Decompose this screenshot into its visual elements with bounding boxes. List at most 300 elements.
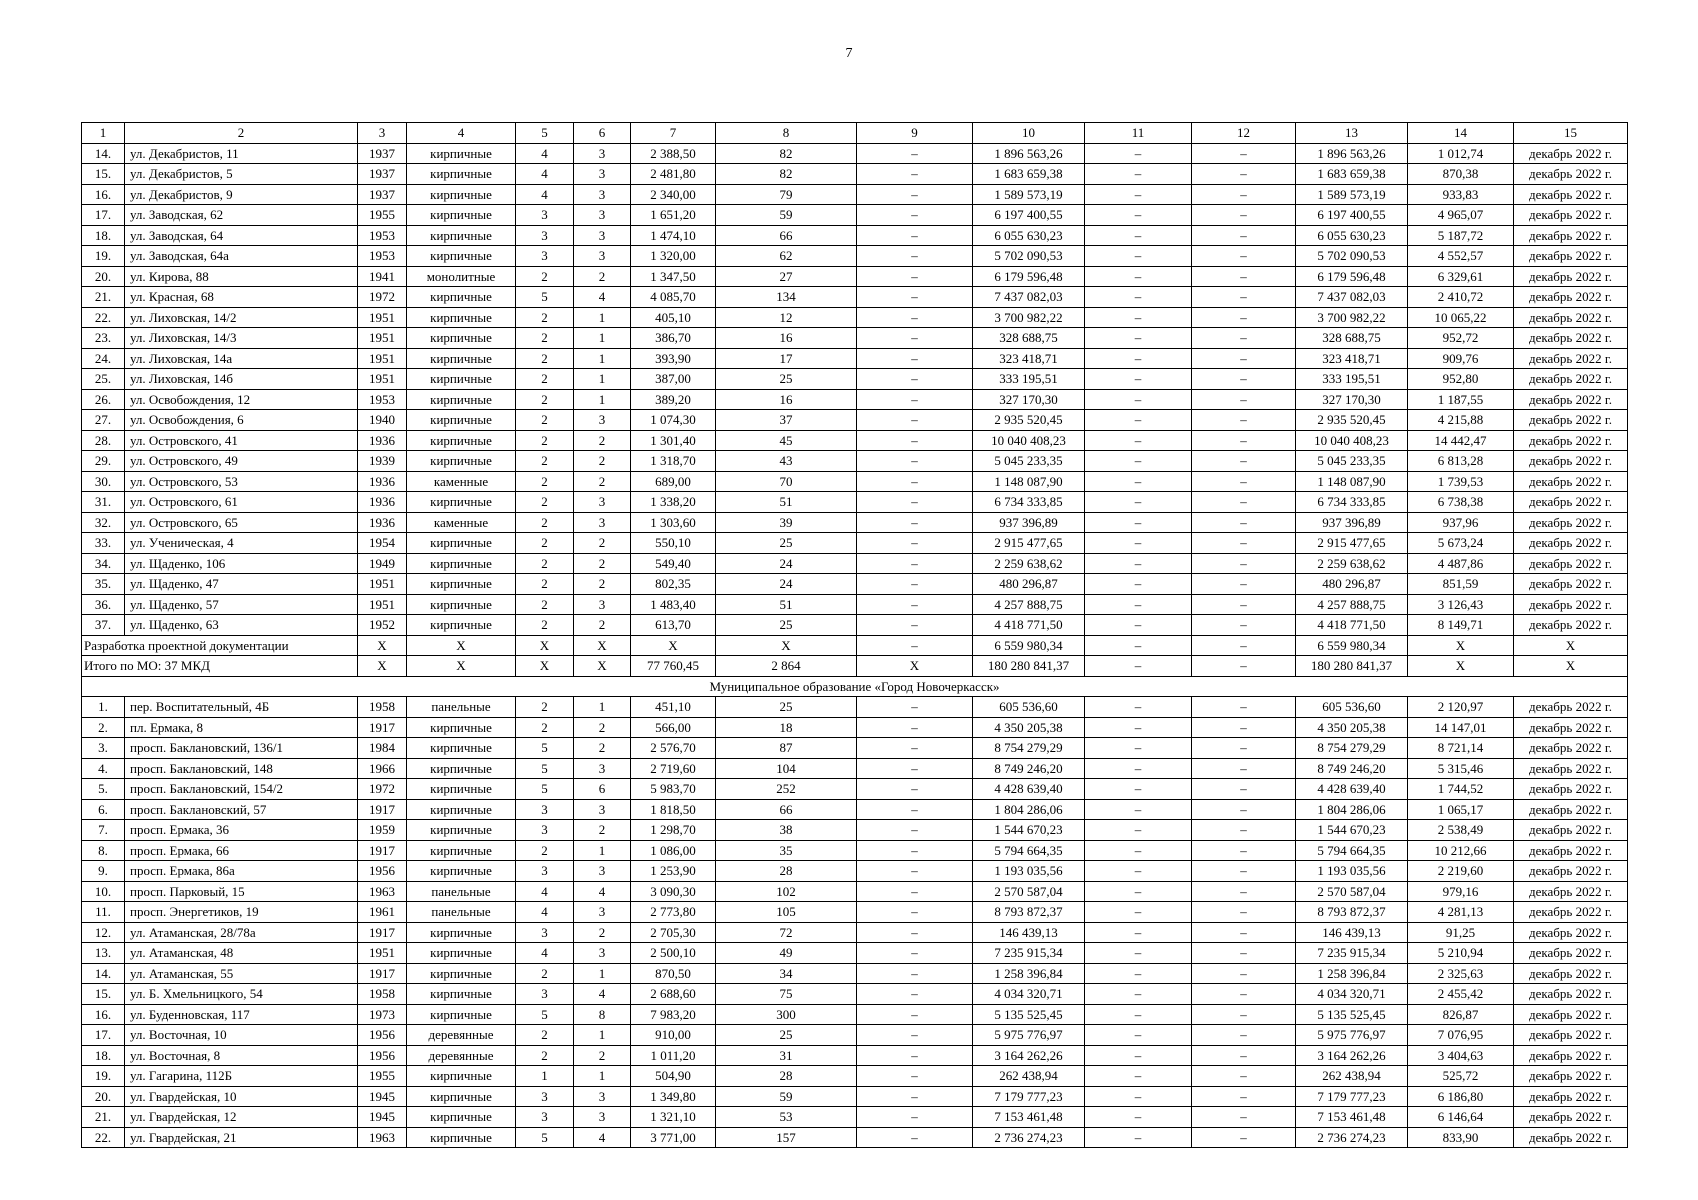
table-cell: – xyxy=(1085,922,1192,943)
table-cell: 87 xyxy=(716,738,857,759)
table-cell: 3 xyxy=(574,205,631,226)
table-row xyxy=(82,1004,1628,1025)
table-cell: 323 418,71 xyxy=(1296,348,1408,369)
table-cell: 1 xyxy=(574,1066,631,1087)
table-cell: – xyxy=(1192,943,1296,964)
table-cell: 3 xyxy=(516,922,574,943)
table-cell: 3 xyxy=(574,410,631,431)
row-number-cell: 1. xyxy=(82,697,125,718)
table-cell: 2 xyxy=(574,738,631,759)
table-row xyxy=(82,287,1628,308)
table-cell: 2 xyxy=(516,492,574,513)
table-cell: 2 736 274,23 xyxy=(1296,1127,1408,1148)
table-cell: декабрь 2022 г. xyxy=(1514,922,1628,943)
table-cell: – xyxy=(857,369,973,390)
table-cell: 1917 xyxy=(358,799,407,820)
table-cell: декабрь 2022 г. xyxy=(1514,184,1628,205)
column-number-cell: 5 xyxy=(516,123,574,144)
table-row xyxy=(82,225,1628,246)
table-cell: – xyxy=(1192,184,1296,205)
table-cell: 1 474,10 xyxy=(631,225,716,246)
table-cell: 1917 xyxy=(358,922,407,943)
table-cell: декабрь 2022 г. xyxy=(1514,615,1628,636)
table-cell: 12 xyxy=(716,307,857,328)
row-number-cell: 34. xyxy=(82,553,125,574)
table-cell: 6 559 980,34 xyxy=(973,635,1085,656)
table-cell: 5 702 090,53 xyxy=(1296,246,1408,267)
table-cell: 4 552,57 xyxy=(1408,246,1514,267)
table-cell: 1 318,70 xyxy=(631,451,716,472)
table-cell: декабрь 2022 г. xyxy=(1514,533,1628,554)
table-cell: 1 739,53 xyxy=(1408,471,1514,492)
table-row xyxy=(82,164,1628,185)
page-number: 7 xyxy=(845,46,853,61)
table-row xyxy=(82,1045,1628,1066)
table-cell: – xyxy=(857,451,973,472)
row-number-cell: 35. xyxy=(82,574,125,595)
table-cell: 3 xyxy=(574,164,631,185)
table-cell: 1953 xyxy=(358,246,407,267)
table-cell: 2 xyxy=(574,922,631,943)
table-cell: – xyxy=(1192,492,1296,513)
table-cell: кирпичные xyxy=(407,328,516,349)
table-row xyxy=(82,779,1628,800)
table-cell: 8 xyxy=(574,1004,631,1025)
table-row xyxy=(82,1066,1628,1087)
table-cell: – xyxy=(857,922,973,943)
table-cell: – xyxy=(1192,697,1296,718)
table-cell: 49 xyxy=(716,943,857,964)
table-cell: кирпичные xyxy=(407,430,516,451)
row-number-cell: 31. xyxy=(82,492,125,513)
table-cell: 25 xyxy=(716,369,857,390)
table-cell: 8 149,71 xyxy=(1408,615,1514,636)
table-cell: декабрь 2022 г. xyxy=(1514,697,1628,718)
table-cell: 3 xyxy=(574,799,631,820)
address-cell: ул. Заводская, 64а xyxy=(125,246,358,267)
table-cell: – xyxy=(1085,594,1192,615)
table-cell: 3 xyxy=(574,1107,631,1128)
table-cell: 4 034 320,71 xyxy=(973,984,1085,1005)
table-cell: 1941 xyxy=(358,266,407,287)
table-cell: 1955 xyxy=(358,1066,407,1087)
table-cell: 480 296,87 xyxy=(1296,574,1408,595)
table-cell: – xyxy=(857,963,973,984)
table-cell: – xyxy=(857,902,973,923)
table-cell: кирпичные xyxy=(407,758,516,779)
table-cell: – xyxy=(1085,799,1192,820)
table-cell: – xyxy=(857,1086,973,1107)
table-cell: 504,90 xyxy=(631,1066,716,1087)
table-cell: – xyxy=(1192,1086,1296,1107)
design-docs-row xyxy=(82,635,1628,656)
table-cell: кирпичные xyxy=(407,1066,516,1087)
table-cell: 1 xyxy=(574,389,631,410)
row-number-cell: 22. xyxy=(82,1127,125,1148)
table-cell: 1951 xyxy=(358,369,407,390)
table-cell: 1972 xyxy=(358,779,407,800)
table-row xyxy=(82,799,1628,820)
table-cell: 6 559 980,34 xyxy=(1296,635,1408,656)
table-cell: – xyxy=(1192,779,1296,800)
table-cell: 1 544 670,23 xyxy=(1296,820,1408,841)
table-cell: – xyxy=(857,861,973,882)
table-cell: 10 040 408,23 xyxy=(1296,430,1408,451)
table-cell: 3 xyxy=(574,943,631,964)
table-cell: 2 xyxy=(516,840,574,861)
table-cell: 72 xyxy=(716,922,857,943)
table-cell: 6 146,64 xyxy=(1408,1107,1514,1128)
table-cell: – xyxy=(857,1107,973,1128)
table-cell: 25 xyxy=(716,1025,857,1046)
table-cell: 5 xyxy=(516,1004,574,1025)
table-cell: – xyxy=(1192,389,1296,410)
address-cell: ул. Восточная, 10 xyxy=(125,1025,358,1046)
table-cell: 933,83 xyxy=(1408,184,1514,205)
table-cell: 6 813,28 xyxy=(1408,451,1514,472)
table-cell: декабрь 2022 г. xyxy=(1514,205,1628,226)
table-cell: декабрь 2022 г. xyxy=(1514,574,1628,595)
table-cell: 8 754 279,29 xyxy=(1296,738,1408,759)
table-row xyxy=(82,307,1628,328)
table-row xyxy=(82,389,1628,410)
table-cell: – xyxy=(1085,574,1192,595)
table-cell: 2 259 638,62 xyxy=(973,553,1085,574)
table-cell: 1963 xyxy=(358,881,407,902)
table-cell: 2 xyxy=(574,553,631,574)
table-row xyxy=(82,861,1628,882)
table-cell: 252 xyxy=(716,779,857,800)
table-cell: – xyxy=(857,553,973,574)
table-cell: 6 179 596,48 xyxy=(1296,266,1408,287)
table-cell: 605 536,60 xyxy=(1296,697,1408,718)
address-cell: ул. Освобождения, 12 xyxy=(125,389,358,410)
table-row xyxy=(82,512,1628,533)
table-cell: 2 xyxy=(516,963,574,984)
table-cell: 3 xyxy=(516,1086,574,1107)
table-cell: 18 xyxy=(716,717,857,738)
row-number-cell: 13. xyxy=(82,943,125,964)
table-cell: 1 258 396,84 xyxy=(1296,963,1408,984)
table-cell: кирпичные xyxy=(407,984,516,1005)
table-cell: 2 xyxy=(516,328,574,349)
table-cell: 70 xyxy=(716,471,857,492)
table-cell: 1 065,17 xyxy=(1408,799,1514,820)
table-cell: 62 xyxy=(716,246,857,267)
table-cell: 2 219,60 xyxy=(1408,861,1514,882)
table-cell: 3 xyxy=(574,1086,631,1107)
table-cell: – xyxy=(1192,533,1296,554)
table-cell: деревянные xyxy=(407,1025,516,1046)
table-cell: декабрь 2022 г. xyxy=(1514,369,1628,390)
address-cell: ул. Красная, 68 xyxy=(125,287,358,308)
table-row xyxy=(82,410,1628,431)
row-number-cell: 33. xyxy=(82,533,125,554)
table-cell: 5 315,46 xyxy=(1408,758,1514,779)
table-cell: 6 734 333,85 xyxy=(973,492,1085,513)
table-cell: деревянные xyxy=(407,1045,516,1066)
table-cell: – xyxy=(1192,143,1296,164)
table-cell: декабрь 2022 г. xyxy=(1514,266,1628,287)
table-cell: 1936 xyxy=(358,492,407,513)
row-number-cell: 18. xyxy=(82,1045,125,1066)
table-cell: 327 170,30 xyxy=(1296,389,1408,410)
table-cell: 16 xyxy=(716,328,857,349)
table-cell: 3 xyxy=(516,820,574,841)
table-cell: – xyxy=(1192,902,1296,923)
table-cell: 4 428 639,40 xyxy=(973,779,1085,800)
table-cell: декабрь 2022 г. xyxy=(1514,246,1628,267)
table-cell: X xyxy=(358,635,407,656)
column-number-cell: 13 xyxy=(1296,123,1408,144)
table-cell: 3 xyxy=(574,861,631,882)
table-cell: кирпичные xyxy=(407,1086,516,1107)
table-cell: 1 xyxy=(574,1025,631,1046)
table-cell: 2 576,70 xyxy=(631,738,716,759)
row-number-cell: 10. xyxy=(82,881,125,902)
row-number-cell: 28. xyxy=(82,430,125,451)
table-cell: 2 xyxy=(574,533,631,554)
table-cell: 3 xyxy=(574,143,631,164)
table-row xyxy=(82,1127,1628,1148)
table-cell: декабрь 2022 г. xyxy=(1514,758,1628,779)
table-cell: – xyxy=(1085,779,1192,800)
table-cell: – xyxy=(1192,225,1296,246)
table-cell: 5 794 664,35 xyxy=(973,840,1085,861)
table-cell: – xyxy=(1085,1045,1192,1066)
table-cell: X xyxy=(574,656,631,677)
table-cell: 1956 xyxy=(358,1045,407,1066)
table-cell: 3 164 262,26 xyxy=(973,1045,1085,1066)
table-cell: – xyxy=(857,697,973,718)
table-cell: декабрь 2022 г. xyxy=(1514,1066,1628,1087)
table-cell: X xyxy=(516,656,574,677)
table-cell: – xyxy=(1192,205,1296,226)
table-cell: 24 xyxy=(716,553,857,574)
table-cell: 5 xyxy=(516,1127,574,1148)
table-cell: 1 xyxy=(516,1066,574,1087)
table-cell: 833,90 xyxy=(1408,1127,1514,1148)
table-cell: 6 179 596,48 xyxy=(973,266,1085,287)
table-cell: 3 164 262,26 xyxy=(1296,1045,1408,1066)
address-cell: ул. Гагарина, 112Б xyxy=(125,1066,358,1087)
table-cell: 1 xyxy=(574,348,631,369)
table-cell: 6 329,61 xyxy=(1408,266,1514,287)
table-cell: 1 683 659,38 xyxy=(1296,164,1408,185)
table-cell: – xyxy=(857,266,973,287)
table-cell: – xyxy=(1085,1066,1192,1087)
table-cell: 31 xyxy=(716,1045,857,1066)
table-cell: 7 153 461,48 xyxy=(973,1107,1085,1128)
table-cell: 549,40 xyxy=(631,553,716,574)
row-number-cell: 15. xyxy=(82,984,125,1005)
table-cell: – xyxy=(857,574,973,595)
table-cell: 5 045 233,35 xyxy=(973,451,1085,472)
table-cell: – xyxy=(1085,902,1192,923)
column-number-cell: 10 xyxy=(973,123,1085,144)
table-cell: кирпичные xyxy=(407,799,516,820)
table-cell: – xyxy=(857,635,973,656)
table-cell: кирпичные xyxy=(407,574,516,595)
table-cell: 689,00 xyxy=(631,471,716,492)
table-cell: 7 179 777,23 xyxy=(1296,1086,1408,1107)
table-row xyxy=(82,471,1628,492)
table-cell: 1939 xyxy=(358,451,407,472)
table-cell: – xyxy=(1085,635,1192,656)
table-cell: 2 410,72 xyxy=(1408,287,1514,308)
table-cell: – xyxy=(857,533,973,554)
table-cell: 37 xyxy=(716,410,857,431)
table-cell: – xyxy=(1085,430,1192,451)
row-number-cell: 4. xyxy=(82,758,125,779)
table-cell: декабрь 2022 г. xyxy=(1514,492,1628,513)
address-cell: ул. Восточная, 8 xyxy=(125,1045,358,1066)
column-number-cell: 11 xyxy=(1085,123,1192,144)
table-cell: 1937 xyxy=(358,164,407,185)
table-cell: 5 702 090,53 xyxy=(973,246,1085,267)
table-cell: – xyxy=(857,225,973,246)
table-cell: – xyxy=(1192,164,1296,185)
table-cell: – xyxy=(1085,164,1192,185)
address-cell: ул. Заводская, 64 xyxy=(125,225,358,246)
table-cell: – xyxy=(1192,1127,1296,1148)
design-docs-label: Разработка проектной документации xyxy=(82,635,358,656)
table-cell: 1953 xyxy=(358,225,407,246)
row-number-cell: 2. xyxy=(82,717,125,738)
table-cell: 1951 xyxy=(358,328,407,349)
table-row xyxy=(82,717,1628,738)
table-cell: – xyxy=(1085,533,1192,554)
table-cell: – xyxy=(1192,820,1296,841)
table-cell: – xyxy=(1085,738,1192,759)
table-cell: – xyxy=(857,389,973,410)
table-cell: 5 xyxy=(516,758,574,779)
table-cell: 4 215,88 xyxy=(1408,410,1514,431)
address-cell: ул. Островского, 49 xyxy=(125,451,358,472)
table-cell: 2 xyxy=(574,820,631,841)
table-cell: 3 xyxy=(516,984,574,1005)
table-cell: 2 xyxy=(516,430,574,451)
address-cell: ул. Лиховская, 14/3 xyxy=(125,328,358,349)
table-cell: 2 xyxy=(516,574,574,595)
table-row xyxy=(82,697,1628,718)
table-cell: кирпичные xyxy=(407,287,516,308)
table-cell: – xyxy=(857,738,973,759)
table-cell: 5 975 776,97 xyxy=(973,1025,1085,1046)
table-cell: 937 396,89 xyxy=(1296,512,1408,533)
table-cell: – xyxy=(1192,430,1296,451)
table-cell: 157 xyxy=(716,1127,857,1148)
table-cell: – xyxy=(1192,369,1296,390)
table-cell: – xyxy=(857,430,973,451)
address-cell: просп. Ермака, 86а xyxy=(125,861,358,882)
table-cell: – xyxy=(857,512,973,533)
table-cell: – xyxy=(857,984,973,1005)
total-label: Итого по МО: 37 МКД xyxy=(82,656,358,677)
table-cell: – xyxy=(857,1004,973,1025)
table-cell: 3 xyxy=(574,594,631,615)
table-cell: декабрь 2022 г. xyxy=(1514,348,1628,369)
row-number-cell: 7. xyxy=(82,820,125,841)
table-cell: 2 340,00 xyxy=(631,184,716,205)
table-cell: 1 804 286,06 xyxy=(1296,799,1408,820)
table-cell: X xyxy=(857,656,973,677)
table-cell: 1959 xyxy=(358,820,407,841)
table-cell: – xyxy=(1085,410,1192,431)
table-cell: – xyxy=(857,779,973,800)
address-cell: ул. Гвардейская, 12 xyxy=(125,1107,358,1128)
table-row xyxy=(82,881,1628,902)
address-cell: просп. Баклановский, 154/2 xyxy=(125,779,358,800)
table-cell: 2 xyxy=(516,615,574,636)
table-cell: 389,20 xyxy=(631,389,716,410)
table-cell: 39 xyxy=(716,512,857,533)
table-cell: 146 439,13 xyxy=(1296,922,1408,943)
table-cell: 5 187,72 xyxy=(1408,225,1514,246)
table-cell: 1945 xyxy=(358,1086,407,1107)
table-cell: 1954 xyxy=(358,533,407,554)
table-cell: 7 076,95 xyxy=(1408,1025,1514,1046)
address-cell: просп. Баклановский, 136/1 xyxy=(125,738,358,759)
table-cell: 59 xyxy=(716,1086,857,1107)
table-cell: монолитные xyxy=(407,266,516,287)
table-cell: 550,10 xyxy=(631,533,716,554)
total-row xyxy=(82,656,1628,677)
table-cell: кирпичные xyxy=(407,533,516,554)
table-cell: 5 983,70 xyxy=(631,779,716,800)
table-cell: 7 235 915,34 xyxy=(973,943,1085,964)
table-cell: 1951 xyxy=(358,594,407,615)
table-cell: – xyxy=(857,820,973,841)
table-cell: кирпичные xyxy=(407,492,516,513)
table-cell: 870,50 xyxy=(631,963,716,984)
table-cell: 105 xyxy=(716,902,857,923)
table-cell: 10 212,66 xyxy=(1408,840,1514,861)
table-cell: 525,72 xyxy=(1408,1066,1514,1087)
table-cell: – xyxy=(1085,861,1192,882)
table-cell: 4 xyxy=(516,184,574,205)
table-cell: – xyxy=(1085,758,1192,779)
table-cell: – xyxy=(1085,881,1192,902)
table-cell: 5 210,94 xyxy=(1408,943,1514,964)
table-row xyxy=(82,246,1628,267)
table-cell: 2 xyxy=(574,1045,631,1066)
table-cell: 1 301,40 xyxy=(631,430,716,451)
table-cell: – xyxy=(857,1127,973,1148)
table-cell: – xyxy=(1085,205,1192,226)
table-cell: 1963 xyxy=(358,1127,407,1148)
table-cell: 4 xyxy=(516,881,574,902)
table-cell: 1 589 573,19 xyxy=(973,184,1085,205)
column-number-cell: 7 xyxy=(631,123,716,144)
table-cell: 1 xyxy=(574,840,631,861)
table-cell: X xyxy=(516,635,574,656)
table-cell: 5 xyxy=(516,779,574,800)
table-cell: кирпичные xyxy=(407,246,516,267)
table-cell: 1958 xyxy=(358,697,407,718)
table-cell: 1 187,55 xyxy=(1408,389,1514,410)
table-cell: 5 673,24 xyxy=(1408,533,1514,554)
table-cell: 2 570 587,04 xyxy=(973,881,1085,902)
table-cell: – xyxy=(1085,471,1192,492)
table-cell: 2 736 274,23 xyxy=(973,1127,1085,1148)
table-cell: – xyxy=(1085,451,1192,472)
table-cell: 1 483,40 xyxy=(631,594,716,615)
table-cell: 1936 xyxy=(358,471,407,492)
table-cell: 14 147,01 xyxy=(1408,717,1514,738)
table-cell: 3 xyxy=(516,1107,574,1128)
table-cell: – xyxy=(1085,717,1192,738)
